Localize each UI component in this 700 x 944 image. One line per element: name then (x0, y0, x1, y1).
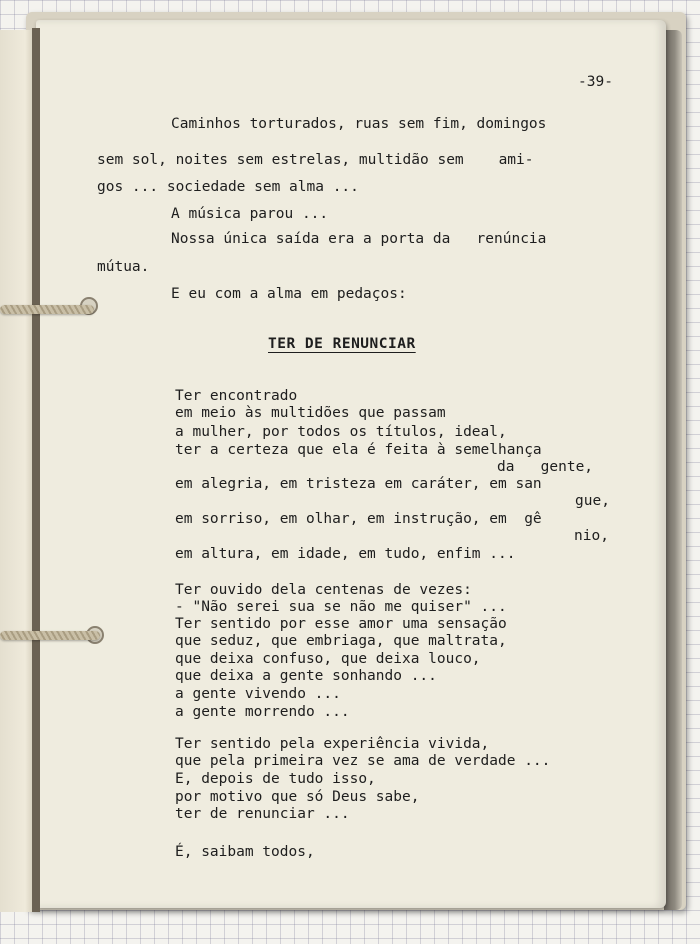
stanza1-line: a mulher, por todos os títulos, ideal, (175, 424, 507, 440)
intro-line: E eu com a alma em pedaços: (171, 286, 407, 302)
stanza3-line: que pela primeira vez se ama de verdade ... (175, 753, 551, 769)
stanza1-line: em altura, em idade, em tudo, enfim ... (175, 546, 516, 562)
stanza2-line: - "Não serei sua se não me quiser" ... (175, 599, 507, 615)
intro-line: sem sol, noites sem estrelas, multidão sem ami- (97, 152, 534, 168)
stanza3-line: E, depois de tudo isso, (175, 771, 376, 787)
stanza2-line: que deixa confuso, que deixa louco, (175, 651, 481, 667)
intro-line: Nossa única saída era a porta da renúncia (171, 231, 547, 247)
stanza2-line: que deixa a gente sonhando ... (175, 668, 437, 684)
intro-line: A música parou ... (171, 206, 329, 222)
stanza1-line: em meio às multidões que passam (175, 405, 446, 421)
stanza3-line: Ter sentido pela experiência vivida, (175, 736, 490, 752)
stanza1-line: ter a certeza que ela é feita à semelhança (175, 442, 542, 458)
binding-gutter (32, 28, 40, 912)
stanza3-line: ter de renunciar ... (175, 806, 350, 822)
binding-string-top (0, 305, 94, 314)
page-number: -39- (578, 74, 613, 90)
stanza1-line: nio, (574, 528, 609, 544)
stanza2-line: a gente morrendo ... (175, 704, 350, 720)
stanza2-line: Ter sentido por esse amor uma sensação (175, 616, 507, 632)
closing-line: É, saibam todos, (175, 844, 315, 860)
stanza2-line: a gente vivendo ... (175, 686, 341, 702)
intro-line: mútua. (97, 259, 150, 275)
poem-title: TER DE RENUNCIAR (268, 336, 416, 352)
stanza1-line: da gente, (497, 459, 594, 475)
stanza2-line: Ter ouvido dela centenas de vezes: (175, 582, 472, 598)
binding-string-bottom (0, 631, 100, 640)
stanza1-line: em sorriso, em olhar, em instrução, em gê (175, 511, 542, 527)
stanza2-line: que seduz, que embriaga, que maltrata, (175, 633, 507, 649)
page-stack-edge (664, 30, 682, 910)
stanza1-line: Ter encontrado (175, 388, 298, 404)
intro-line: gos ... sociedade sem alma ... (97, 179, 359, 195)
intro-line: Caminhos torturados, ruas sem fim, domingos (171, 116, 547, 132)
stanza1-line: em alegria, em tristeza em caráter, em san (175, 476, 542, 492)
stanza1-line: gue, (575, 493, 610, 509)
stanza3-line: por motivo que só Deus sabe, (175, 789, 420, 805)
